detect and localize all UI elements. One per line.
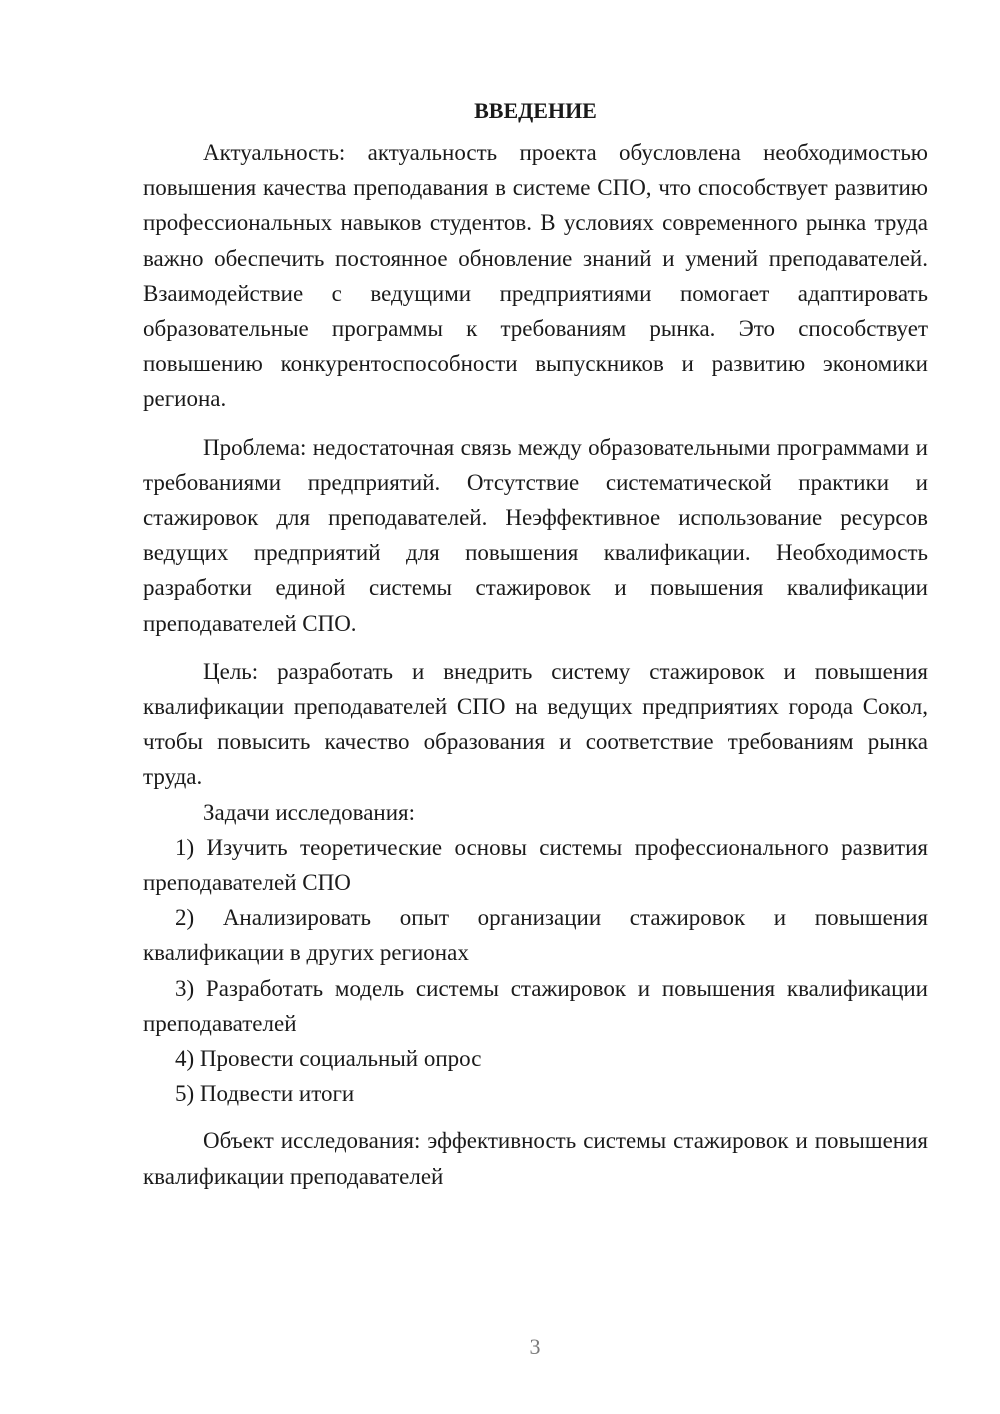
tasks-heading: Задачи исследования: <box>203 799 416 825</box>
paragraph-object: Объект исследования: эффективность системы стажировок и повышения квалификации преподавателей <box>143 1128 928 1189</box>
section-heading: ВВЕДЕНИЕ <box>474 98 597 123</box>
task-item-2: 2) Анализировать опыт организации стажировок и повышения квалификации в других регионах <box>143 905 928 966</box>
task-item-1: 1) Изучить теоретические основы системы профессионального развития преподавателей СПО <box>143 834 928 896</box>
task-item-3: 3) Разработать модель системы стажировок и повышения квалификации преподавателей <box>143 975 928 1036</box>
page-number: 3 <box>529 1334 541 1359</box>
paragraph-problem: Проблема: недостаточная связь между образовательными программами и требованиями предприятий. Отсутствие систематической практики и стажировок для преподавателей. Неэффективное использование ресурсов ведущих предприятий для повышения квалификации. Необходимость разработки единой системы стажировок и повышения квалификации преподавателей СПО. <box>143 434 928 636</box>
paragraph-relevance: Актуальность: актуальность проекта обусловлена необходимостью повышения качества преподавания в системе СПО, что способствует развитию профессиональных навыков студентов. В условиях современного рынка труда важно обеспечить постоянное обновление знаний и умений преподавателей. Взаимодействие с ведущими предприятиями помогает адаптировать образовательные программы к требованиям рынка. Это способствует повышению конкурентоспособности выпускников и развитию экономики региона. <box>143 140 928 412</box>
paragraph-goal: Цель: разработать и внедрить систему стажировок и повышения квалификации преподавателей СПО на ведущих предприятиях города Сокол, чтобы повысить качество образования и соответствие требованиям рынка труда. <box>143 658 928 790</box>
task-item-4: 4) Провести социальный опрос <box>175 1046 482 1072</box>
task-item-5: 5) Подвести итоги <box>175 1081 355 1107</box>
document-body <box>143 95 928 1194</box>
